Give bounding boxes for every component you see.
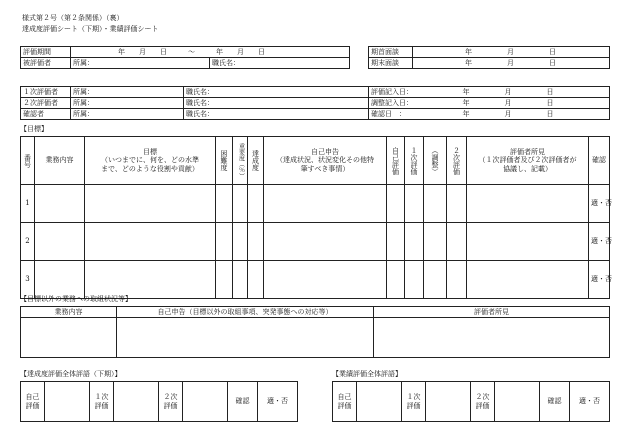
header-juyo: 重要度（％） <box>233 137 248 185</box>
jiko-value[interactable] <box>357 382 402 422</box>
form-id: 様式第２号（第２条関係）（裏） <box>22 14 124 22</box>
header-bango: 番号 <box>21 137 35 185</box>
tassei-zentai-title: 【達成度評価全体評語（下期）】 <box>20 370 122 378</box>
mokuhyo-cell[interactable] <box>85 223 216 261</box>
tekihi-cell[interactable]: 適・否 <box>570 382 610 422</box>
eval2-name[interactable]: 職氏名： <box>184 98 369 109</box>
confirm-cell[interactable]: 適・否 <box>589 261 610 299</box>
ichiji-value[interactable] <box>114 382 159 422</box>
row-number: 2 <box>21 223 35 261</box>
eval1-label: １次評価者 <box>21 87 71 98</box>
other-shoken-cell[interactable] <box>374 318 610 358</box>
tassei-cell[interactable] <box>248 223 264 261</box>
other-table <box>20 306 610 358</box>
other-section-title: 【目標以外の業務への取組状況等】 <box>20 295 132 303</box>
header-jiko: 自己申告 （達成状況、状況変化その他特 筆すべき事情） <box>264 137 387 185</box>
eval1-affiliation[interactable]: 所属： <box>71 87 184 98</box>
other-jiko-cell[interactable] <box>117 318 374 358</box>
kakunin-label: 確認 <box>228 382 258 422</box>
chosei-kinyu-date[interactable]: 年 月 日 <box>425 98 610 109</box>
other-header-jiko: 自己申告（目標以外の取組事項、突発事態への対応等） <box>117 307 374 318</box>
niji-cell[interactable] <box>447 185 467 223</box>
chosei-cell[interactable] <box>424 223 447 261</box>
ichiji-cell[interactable] <box>405 261 424 299</box>
tassei-zentai-table <box>20 381 298 422</box>
hyoka-kinyu-label: 評価記入日： <box>369 87 425 98</box>
ichiji-label: １次 評価 <box>402 382 426 422</box>
chosei-cell[interactable] <box>424 261 447 299</box>
ichiji-cell[interactable] <box>405 223 424 261</box>
juyo-cell[interactable] <box>233 185 248 223</box>
niji-cell[interactable] <box>447 261 467 299</box>
gyoseki-zentai-table <box>332 381 610 422</box>
jiko-hyoka-cell[interactable] <box>387 185 405 223</box>
header-konnan: 困難度 <box>216 137 233 185</box>
confirm-name[interactable]: 職氏名： <box>184 109 369 120</box>
hyoka-kinyu-date[interactable]: 年 月 日 <box>425 87 610 98</box>
other-gyomu-cell[interactable] <box>21 318 117 358</box>
chosei-kinyu-label: 調整記入日： <box>369 98 425 109</box>
konnan-cell[interactable] <box>216 223 233 261</box>
evaluatee-label: 被評価者 <box>21 58 71 69</box>
period-value[interactable]: 年 月 日 ～ 年 月 日 <box>71 47 350 58</box>
header-mokuhyo: 目標 （いつまでに、何を、どの水準 まで、どのような役割や貢献） <box>85 137 216 185</box>
chosei-cell[interactable] <box>424 185 447 223</box>
header-chosei: （調整） <box>424 137 447 185</box>
niji-label: ２次 評価 <box>471 382 495 422</box>
period-label: 評価期間 <box>21 47 71 58</box>
evaluatee-name[interactable]: 職氏名： <box>210 58 350 69</box>
gyoseki-zentai-title: 【業績評価全体評語】 <box>332 370 402 378</box>
gyomu-cell[interactable] <box>35 261 85 299</box>
confirm-cell[interactable]: 適・否 <box>589 185 610 223</box>
ichiji-label: １次 評価 <box>90 382 114 422</box>
header-jiko-hyoka: 自己評価 <box>387 137 405 185</box>
jiko-cell[interactable] <box>264 261 387 299</box>
row-number: 3 <box>21 261 35 299</box>
period-table <box>20 46 350 69</box>
goals-section-title: 【目標】 <box>20 125 48 133</box>
tassei-cell[interactable] <box>248 185 264 223</box>
header-tassei: 達成度 <box>248 137 264 185</box>
gyomu-cell[interactable] <box>35 223 85 261</box>
niji-label: ２次 評価 <box>159 382 183 422</box>
tekihi-cell[interactable]: 適・否 <box>258 382 298 422</box>
jiko-label: 自己 評価 <box>21 382 45 422</box>
evaluators-table <box>20 86 610 120</box>
jiko-cell[interactable] <box>264 185 387 223</box>
juyo-cell[interactable] <box>233 223 248 261</box>
eval2-affiliation[interactable]: 所属： <box>71 98 184 109</box>
gyomu-cell[interactable] <box>35 185 85 223</box>
juyo-cell[interactable] <box>233 261 248 299</box>
eval2-label: ２次評価者 <box>21 98 71 109</box>
table-row <box>21 223 610 261</box>
kimatsu-label: 期末面談 <box>369 58 413 69</box>
other-header-gyomu: 業務内容 <box>21 307 117 318</box>
header-kakunin: 確認 <box>589 137 610 185</box>
confirm-cell[interactable]: 適・否 <box>589 223 610 261</box>
jiko-hyoka-cell[interactable] <box>387 223 405 261</box>
kishu-label: 期首面談 <box>369 47 413 58</box>
goals-table <box>20 136 610 299</box>
table-row <box>21 185 610 223</box>
shoken-cell[interactable] <box>467 261 589 299</box>
page-title: 達成度評価シート（下期）・業績評価シート <box>22 25 159 33</box>
kakunin-bi-date[interactable]: 年 月 日 <box>425 109 610 120</box>
kakunin-bi-label: 確認日 ： <box>369 109 425 120</box>
header-ichiji-hyoka: １次評価 <box>405 137 424 185</box>
jiko-label: 自己 評価 <box>333 382 357 422</box>
ichiji-value[interactable] <box>426 382 471 422</box>
jiko-cell[interactable] <box>264 223 387 261</box>
interview-table <box>368 46 610 69</box>
konnan-cell[interactable] <box>216 185 233 223</box>
niji-value[interactable] <box>183 382 228 422</box>
other-header-shoken: 評価者所見 <box>374 307 610 318</box>
shoken-cell[interactable] <box>467 185 589 223</box>
kimatsu-date[interactable]: 年 月 日 <box>413 58 610 69</box>
row-number: 1 <box>21 185 35 223</box>
header-niji-hyoka: ２次評価 <box>447 137 467 185</box>
tassei-cell[interactable] <box>248 261 264 299</box>
jiko-value[interactable] <box>45 382 90 422</box>
header-gyomu: 業務内容 <box>35 137 85 185</box>
eval1-name[interactable]: 職氏名： <box>184 87 369 98</box>
evaluatee-affiliation[interactable]: 所属： <box>71 58 210 69</box>
mokuhyo-cell[interactable] <box>85 261 216 299</box>
kakunin-label: 確認 <box>540 382 570 422</box>
niji-cell[interactable] <box>447 223 467 261</box>
header-shoken: 評価者所見 （１次評価者及び２次評価者が 協議し、記載） <box>467 137 589 185</box>
confirm-label: 確認者 <box>21 109 71 120</box>
confirm-affiliation[interactable]: 所属： <box>71 109 184 120</box>
kishu-date[interactable]: 年 月 日 <box>413 47 610 58</box>
jiko-hyoka-cell[interactable] <box>387 261 405 299</box>
ichiji-cell[interactable] <box>405 185 424 223</box>
shoken-cell[interactable] <box>467 223 589 261</box>
konnan-cell[interactable] <box>216 261 233 299</box>
table-row <box>21 261 610 299</box>
niji-value[interactable] <box>495 382 540 422</box>
mokuhyo-cell[interactable] <box>85 185 216 223</box>
